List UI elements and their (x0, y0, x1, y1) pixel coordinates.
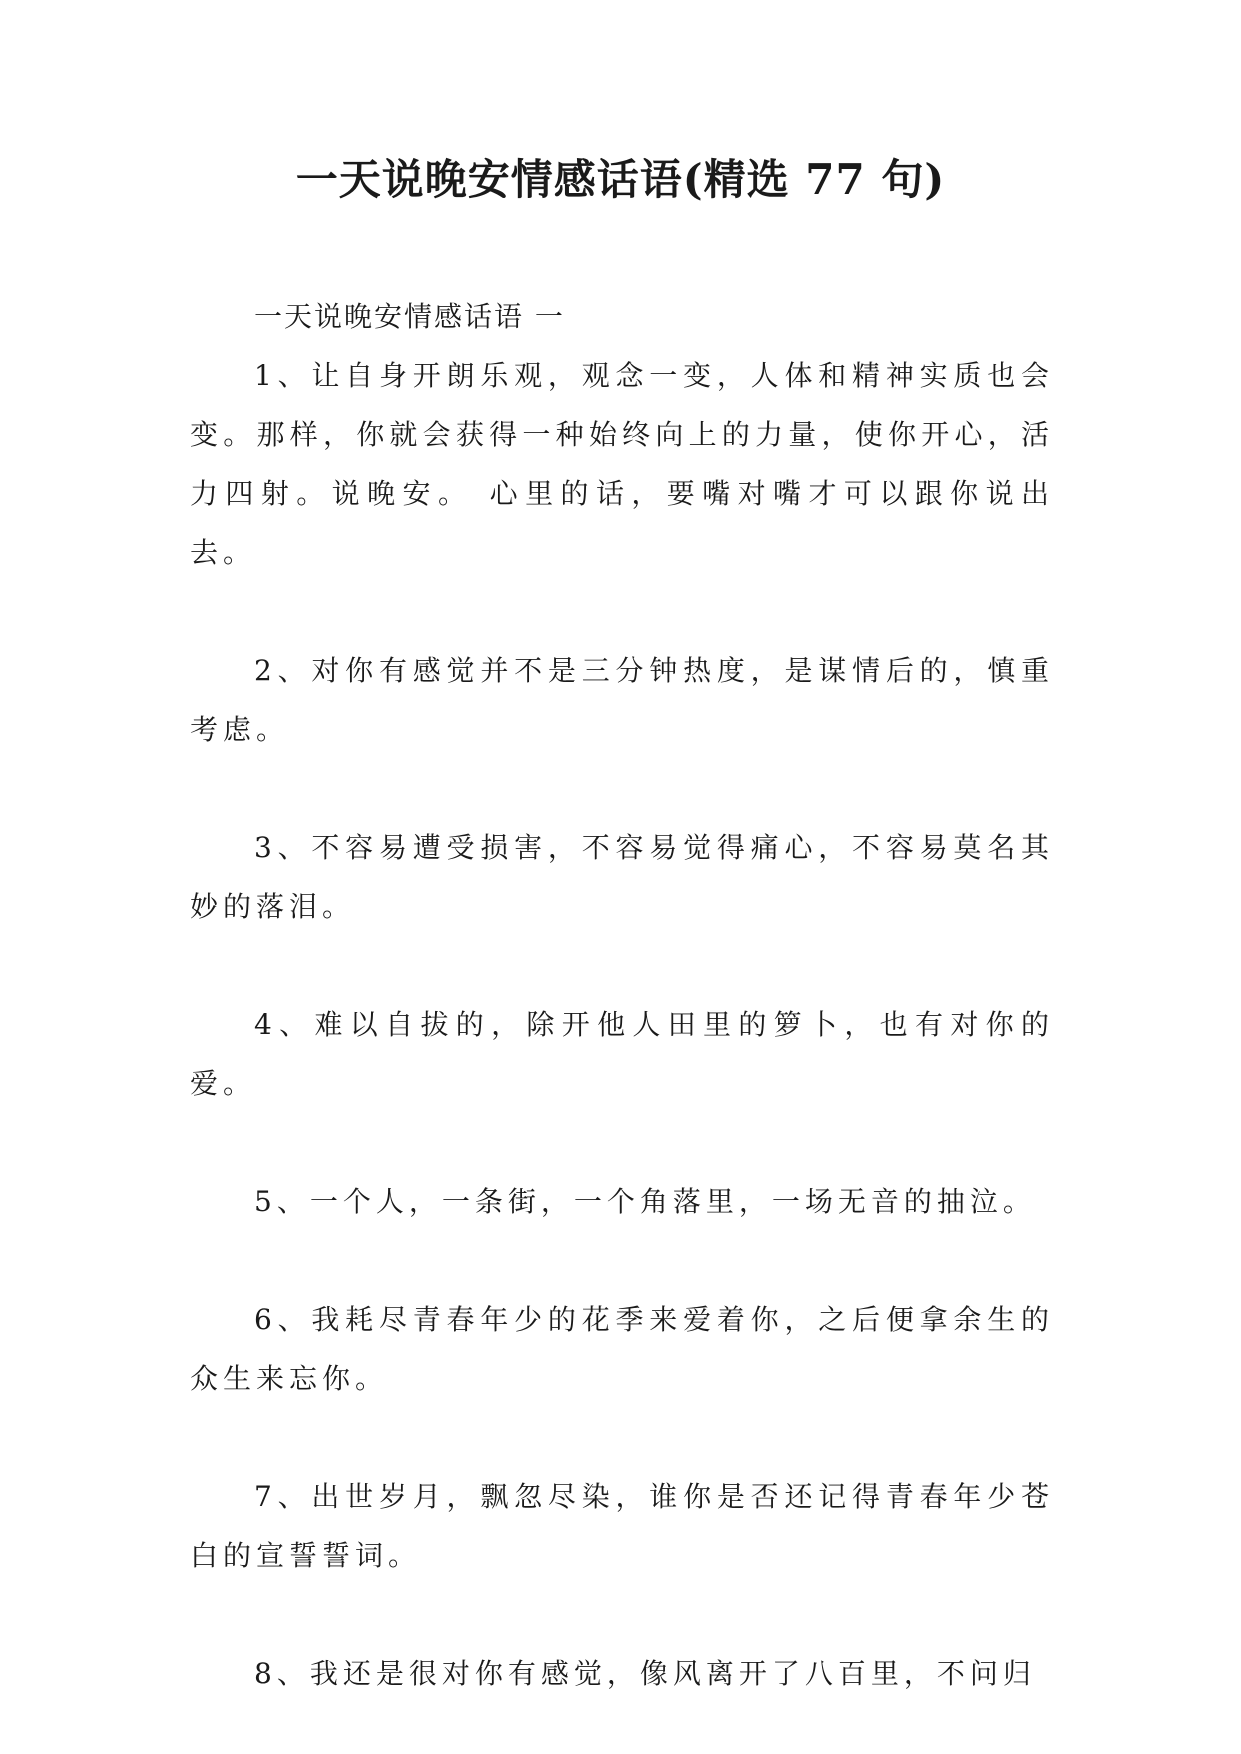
paragraph-8: 8、我还是很对你有感觉，像风离开了八百里，不问归 (254, 1657, 1036, 1690)
paragraph-spacer (190, 1585, 1054, 1644)
paragraph-spacer (190, 582, 1054, 641)
document-body (190, 287, 1054, 1703)
paragraph-7: 7、出世岁月，飘忽尽染，谁你是否还记得青春年少苍白的宣誓誓词。 (190, 1480, 1054, 1572)
paragraph-5: 5、一个人，一条街，一个角落里，一场无音的抽泣。 (254, 1185, 1036, 1218)
paragraph-spacer (190, 1113, 1054, 1172)
paragraph-spacer (190, 1231, 1054, 1290)
paragraph-spacer (190, 759, 1054, 818)
paragraph-6: 6、我耗尽青春年少的花季来爱着你，之后便拿余生的众生来忘你。 (190, 1303, 1054, 1395)
paragraph-1: 1、让自身开朗乐观，观念一变，人体和精神实质也会变。那样，你就会获得一种始终向上的力量，使你开心，活力四射。说晚安。 心里的话，要嘴对嘴才可以跟你说出去。 (190, 359, 1054, 569)
document-title: 一天说晚安情感话语(精选 77 句) (295, 155, 946, 204)
paragraph-4: 4、难以自拔的，除开他人田里的箩卜，也有对你的爱。 (190, 1008, 1054, 1100)
paragraph-spacer (190, 936, 1054, 995)
paragraph-2: 2、对你有感觉并不是三分钟热度，是谋情后的，慎重考虑。 (190, 654, 1054, 746)
section-heading: 一天说晚安情感话语 一 (254, 300, 565, 333)
paragraph-3: 3、不容易遭受损害，不容易觉得痛心，不容易莫名其妙的落泪。 (190, 831, 1054, 923)
paragraph-spacer (190, 1408, 1054, 1467)
